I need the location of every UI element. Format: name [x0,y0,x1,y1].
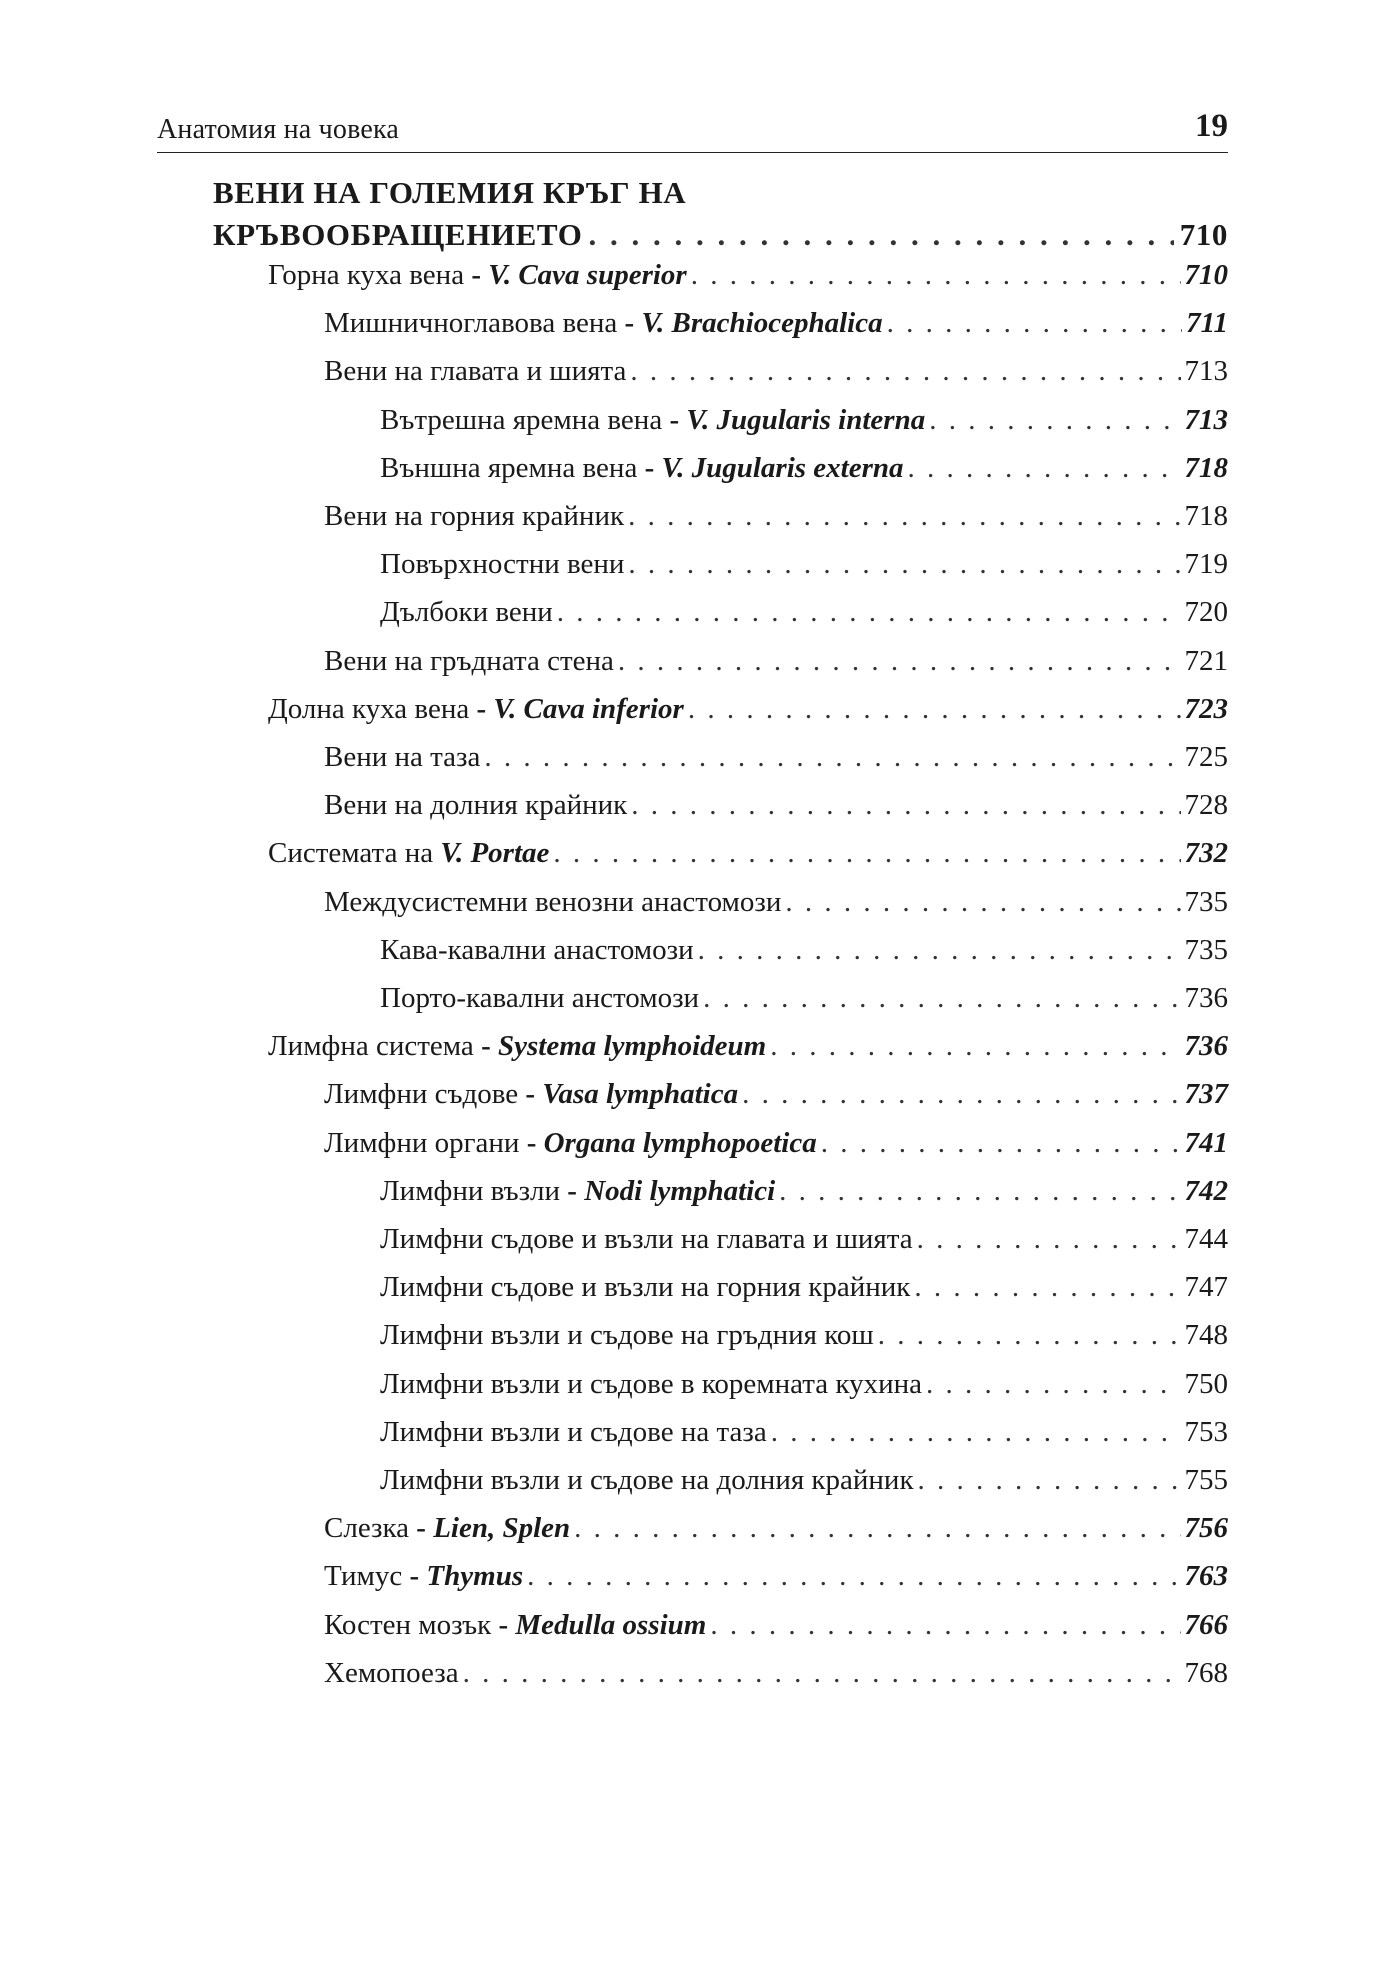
dot-leader [771,1416,1181,1449]
toc-entry [324,1078,1228,1126]
toc-entry [324,741,1228,789]
dot-leader [710,1609,1180,1642]
toc-entry-page: 753 [1184,1415,1228,1448]
toc-entry-separator: - [464,259,489,291]
toc-entry-latin-name: V. Jugularis externa [661,451,904,484]
toc-entry-separator: - [409,1512,434,1545]
section-page: 710 [1179,217,1228,252]
toc-entry [268,837,1228,885]
dot-leader [574,1512,1180,1545]
toc-entry-label: Вени на долния крайник [324,789,628,822]
toc-entry-latin-name: V. Brachiocephalica [641,307,883,340]
dot-leader [878,1319,1181,1352]
toc-entry-label: Вътрешна яремна вена [380,403,663,436]
toc-entry-separator: - [469,692,494,725]
toc-entry [324,1560,1228,1608]
toc-entry [324,1512,1228,1560]
dot-leader [887,307,1183,340]
toc-entry-separator: - [662,403,687,436]
toc-entry-separator: - [491,1608,516,1641]
toc-entry-page: 755 [1184,1464,1228,1496]
toc-entry-page: 736 [1184,1030,1228,1063]
toc-entry-label: Вени на гръдната стена [324,644,614,677]
toc-entry [380,404,1228,452]
toc-entry-separator: - [519,1126,544,1159]
toc-entry-page: 763 [1184,1560,1228,1593]
dot-leader [908,452,1181,485]
toc-entry [324,789,1228,837]
toc-entry-page: 713 [1184,355,1228,388]
toc-entry-label: Лимфни възли [380,1174,561,1207]
toc-entry-label: Лимфни съдове и възли на главата и шията [380,1223,913,1255]
toc-entry [324,886,1228,934]
dot-leader [917,1223,1181,1256]
toc-entry-separator: - [617,307,642,340]
toc-entry-latin-name: V. Jugularis interna [686,403,926,436]
toc-entry-label: Вени на горния крайник [324,500,625,532]
toc-entry-label: Лимфни възли и съдове в коремната кухина [380,1367,922,1400]
toc-entry-label: Лимфни съдове [324,1078,519,1111]
toc-entry-separator: - [637,451,662,484]
dot-leader [688,693,1181,726]
dot-leader [929,404,1180,437]
toc-entry [324,355,1228,403]
toc-entry-page: 744 [1184,1223,1228,1255]
toc-entry-separator [433,837,440,870]
toc-entry-separator: - [402,1560,427,1593]
toc-entry-page: 756 [1184,1512,1228,1545]
toc-entry-latin-name: V. Cava superior [488,259,687,291]
toc-entry-label: Слезка [324,1512,410,1545]
toc-entry [380,1464,1228,1512]
toc-entry [380,548,1228,596]
toc-entry [324,307,1228,355]
toc-entry-latin-name: Systema lymphoideum [497,1030,767,1063]
toc-entry [324,1609,1228,1657]
dot-leader [527,1560,1180,1593]
toc-entry-page: 766 [1184,1608,1228,1641]
toc-entry-page: 711 [1186,307,1228,340]
toc-entry-label: Долна куха вена [268,692,470,725]
toc-entry-label: Хемопоеза [324,1656,459,1689]
toc-entry-page: 741 [1184,1126,1228,1159]
toc-entry-label: Лимфна система [268,1030,474,1063]
toc-entry-label: Лимфни възли и съдове на долния крайник [380,1464,914,1496]
toc-entry-page: 718 [1184,500,1228,532]
toc-entry-page: 721 [1184,644,1228,677]
toc-entry [380,596,1228,644]
toc-entry-label: Лимфни органи [324,1126,520,1159]
toc-entry-page: 718 [1184,451,1228,484]
dot-leader [589,214,1174,256]
toc-entry-page: 748 [1184,1319,1228,1352]
toc-entry-separator: - [560,1174,585,1207]
toc-entry [380,1175,1228,1223]
dot-leader [779,1175,1180,1208]
running-header [157,108,1228,153]
toc-entry-page: 747 [1184,1271,1228,1304]
toc-entry-latin-name: Nodi lymphatici [584,1174,776,1207]
toc-entry-label: Външна яремна вена [380,451,638,484]
page-number: 19 [1195,108,1228,144]
dot-leader [628,500,1180,533]
dot-leader [553,837,1180,870]
toc-entry-label: Лимфни съдове и възли на горния крайник [380,1271,911,1304]
toc-entry-page: 728 [1184,789,1228,822]
toc-entry [380,1223,1228,1271]
toc-entry-page: 713 [1184,403,1228,436]
toc-entry-page: 768 [1184,1656,1228,1689]
toc-entry-label: Мишничноглавова вена [324,307,618,340]
toc-entry-separator: - [473,1030,498,1063]
toc-entry [380,934,1228,982]
toc-entry-label: Системата на [268,837,434,870]
dot-leader [631,789,1180,822]
toc-entry [380,982,1228,1030]
toc-entry [380,1319,1228,1367]
dot-leader [770,1030,1180,1063]
dot-leader [821,1127,1181,1160]
dot-leader [691,259,1181,292]
dot-leader [785,886,1180,919]
toc-entry-separator: - [518,1078,543,1111]
toc-entry [380,452,1228,500]
dot-leader [628,548,1180,581]
dot-leader [698,934,1181,967]
toc-entry-label: Дълбоки вени [380,596,553,629]
toc-entry-page: 710 [1184,259,1228,291]
toc-entry [324,500,1228,548]
toc-entry-label: Костен мозък [324,1608,492,1641]
section-title-line1: ВЕНИ НА ГОЛЕМИЯ КРЪГ НА [213,175,687,210]
toc-entry [324,1657,1228,1705]
toc-entry-label: Междусистемни венозни анастомози [324,885,782,918]
toc-entry-page: 720 [1184,596,1228,629]
book-title: Анатомия на човека [157,114,400,145]
toc-entry [380,1271,1228,1319]
toc-entry-latin-name: Lien, Splen [433,1512,571,1545]
toc-entry [324,645,1228,693]
dot-leader [484,741,1180,774]
dot-leader [618,645,1181,678]
toc-entry-latin-name: Organa lymphopoetica [543,1126,817,1159]
dot-leader [557,596,1181,629]
toc-entry-latin-name: V. Cava inferior [493,692,684,725]
dot-leader [630,355,1180,388]
toc-entry-label: Порто-кавални анстомози [380,982,700,1014]
dot-leader [742,1078,1180,1111]
toc-entry [380,1416,1228,1464]
toc-entry-label: Вени на главата и шията [324,355,627,388]
toc-entry-label: Горна куха вена [268,259,465,291]
toc-entry-latin-name: Medulla ossium [515,1608,707,1641]
toc-entry-page: 719 [1184,548,1228,581]
toc-entry-latin-name: Thymus [426,1560,524,1593]
toc-entry-page: 735 [1184,885,1228,918]
toc-entry [268,693,1228,741]
dot-leader [914,1271,1180,1304]
toc-entry-page: 737 [1184,1078,1228,1111]
dot-leader [463,1657,1181,1690]
toc-entry-page: 750 [1184,1367,1228,1400]
toc-entry-label: Повърхностни вени [380,548,625,581]
section-heading [213,172,1228,256]
dot-leader [703,982,1180,1015]
toc-entry-page: 723 [1184,692,1228,725]
toc-entry-label: Лимфни възли и съдове на гръдния кош [380,1319,874,1352]
toc-entry-label: Кава-кавални анастомози [380,933,694,966]
toc-entry-label: Лимфни възли и съдове на таза [380,1415,767,1448]
section-title-line2: КРЪВООБРАЩЕНИЕТО [213,217,583,252]
toc-entry-page: 732 [1184,837,1228,870]
dot-leader [926,1368,1181,1401]
toc-entry-page: 735 [1184,933,1228,966]
section-title-row [213,214,1228,256]
toc-entry [268,1030,1228,1078]
dot-leader [918,1464,1181,1497]
toc-entry [324,1127,1228,1175]
toc-entry [268,259,1228,307]
toc-entry-label: Вени на таза [324,741,481,773]
toc-entry-latin-name: Vasa lymphatica [542,1078,739,1111]
toc-entry-latin-name: V. Portae [440,837,550,870]
toc-entry-label: Тимус [324,1560,403,1593]
toc-entry-page: 736 [1184,982,1228,1014]
toc-entry [380,1368,1228,1416]
toc-entry-page: 742 [1184,1174,1228,1207]
toc-entry-page: 725 [1184,741,1228,773]
